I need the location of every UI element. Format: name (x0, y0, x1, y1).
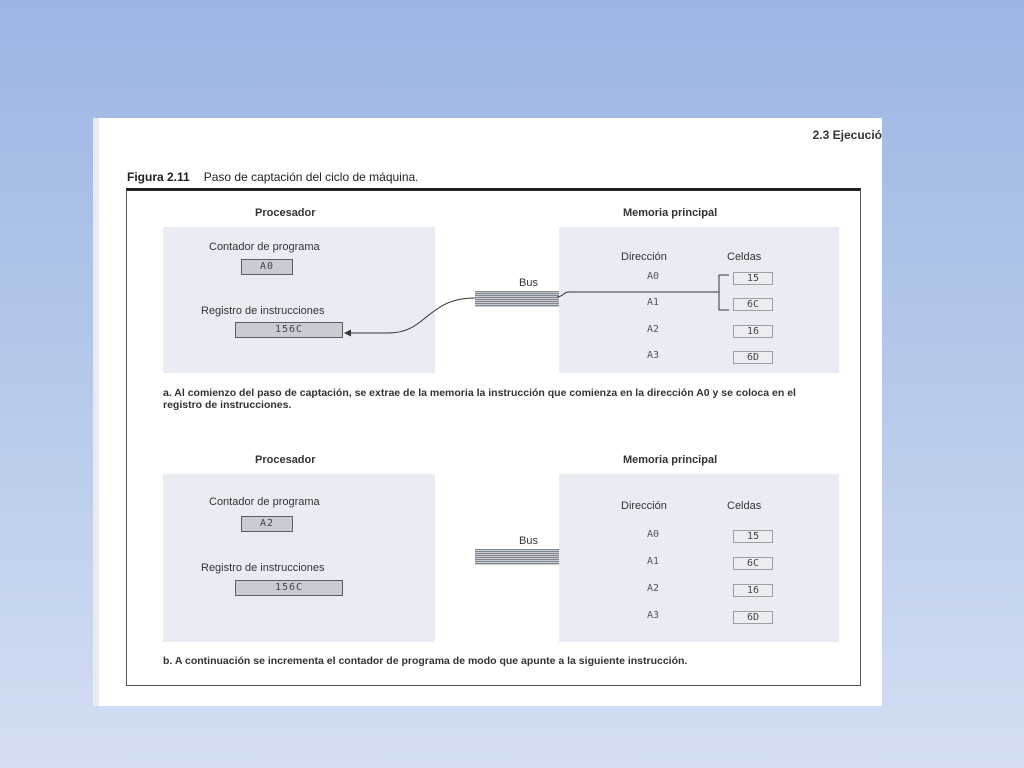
instruction-register-label-b: Registro de instrucciones (201, 562, 325, 574)
processor-label-a: Procesador (255, 207, 316, 219)
figure-frame (126, 188, 861, 686)
cells-header-a: Celdas (727, 251, 762, 263)
address-a0-a: A0 (647, 271, 660, 282)
address-header-a: Dirección (621, 251, 667, 263)
figure-number: Figura 2.11 (127, 170, 190, 184)
program-counter-label-a: Contador de programa (209, 241, 320, 253)
address-a3-a: A3 (647, 350, 660, 361)
textbook-page (93, 118, 882, 706)
address-a2-a: A2 (647, 324, 660, 335)
address-a1-b: A1 (647, 556, 660, 567)
processor-panel-b (163, 474, 435, 642)
bus-to-register-arrow-a (345, 298, 475, 333)
address-a0-b: A0 (647, 529, 660, 540)
caption-letter-b: b. (163, 655, 173, 667)
address-a3-b: A3 (647, 610, 660, 621)
caption-b (163, 655, 823, 667)
address-a1-a: A1 (647, 297, 660, 308)
bus-label-a: Bus (519, 277, 538, 289)
address-header-b: Dirección (621, 500, 667, 512)
cell-group-bracket-a (719, 275, 729, 310)
instruction-register-label-a: Registro de instrucciones (201, 305, 325, 317)
memory-cell-a2-b: 16 (733, 584, 773, 597)
memory-to-bus-line-a (557, 292, 719, 297)
figure-caption-title: Paso de captación del ciclo de máquina. (203, 170, 419, 184)
memory-cell-a1-b: 6C (733, 557, 773, 570)
memory-cell-a3-b: 6D (733, 611, 773, 624)
figure-title (127, 170, 419, 184)
instruction-register-a: 156C (235, 322, 343, 338)
address-a2-b: A2 (647, 583, 660, 594)
memory-cell-a0-b: 15 (733, 530, 773, 543)
memory-cell-a3-a: 6D (733, 351, 773, 364)
program-counter-register-a: A0 (241, 259, 293, 275)
caption-letter-a: a. (163, 387, 172, 399)
processor-label-b: Procesador (255, 454, 316, 466)
memory-cell-a2-a: 16 (733, 325, 773, 338)
memory-label-a: Memoria principal (623, 207, 718, 219)
memory-panel-b (559, 474, 839, 642)
caption-a (163, 387, 823, 411)
bus-label-b: Bus (519, 535, 538, 547)
memory-cell-a0-a: 15 (733, 272, 773, 285)
caption-text-b: A continuación se incrementa el contador de programa de modo que apunte a la siguiente instrucción. (174, 655, 688, 667)
program-counter-label-b: Contador de programa (209, 496, 320, 508)
program-counter-register-b: A2 (241, 516, 293, 532)
memory-label-b: Memoria principal (623, 454, 718, 466)
caption-text-a: Al comienzo del paso de captación, se extrae de la memoria la instrucción que comienza en la dirección A0 y se coloca en el registro de instrucciones. (163, 387, 796, 411)
running-header: 2.3 Ejecució (812, 128, 882, 142)
instruction-register-b: 156C (235, 580, 343, 596)
cells-header-b: Celdas (727, 500, 762, 512)
memory-cell-a1-a: 6C (733, 298, 773, 311)
